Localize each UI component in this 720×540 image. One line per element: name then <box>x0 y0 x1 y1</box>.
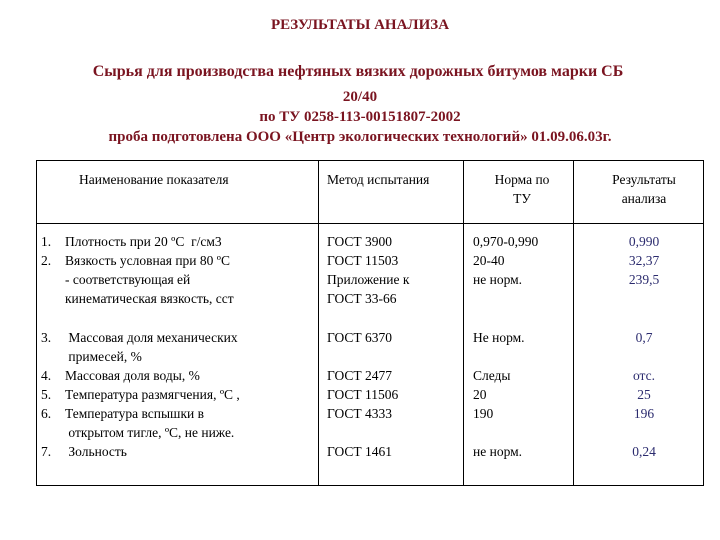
column-header-name: Наименование показателя <box>79 172 229 187</box>
norm-value: 20-40 <box>473 253 505 268</box>
item-number: 7. <box>41 444 52 459</box>
page-title: РЕЗУЛЬТАТЫ АНАЛИЗА <box>270 17 450 33</box>
item-text: Температура размягчения, ºС , <box>65 387 240 402</box>
test-method: ГОСТ 11503 <box>327 253 399 268</box>
subtitle-line: Сырья для производства нефтяных вязких дорожных битумов марки СБ <box>92 63 624 80</box>
column-divider <box>573 161 574 485</box>
indicator-name <box>41 232 222 251</box>
subtitle-line: 20/40 <box>342 89 378 105</box>
test-method: Приложение к <box>327 272 410 287</box>
item-number: 1. <box>41 234 52 249</box>
item-text: Температура вспышки в <box>65 406 204 421</box>
item-number: 5. <box>41 387 52 402</box>
indicator-name <box>41 385 240 404</box>
indicator-name <box>41 270 190 289</box>
result-value: 0,990 <box>628 234 660 249</box>
result-value: 0,7 <box>635 330 653 345</box>
norm-value: Следы <box>473 368 511 383</box>
result-value: 0,24 <box>632 444 656 459</box>
item-text: Вязкость условная при 80 ºС <box>65 253 230 268</box>
item-text: кинематическая вязкость, сст <box>65 291 234 306</box>
item-number: 3. <box>41 330 52 345</box>
results-table <box>36 160 704 486</box>
result-value: 196 <box>633 406 655 421</box>
norm-value: не норм. <box>473 444 523 459</box>
indicator-name <box>41 328 238 347</box>
item-text: Массовая доля воды, % <box>65 368 200 383</box>
test-method: ГОСТ 1461 <box>327 444 393 459</box>
item-text: примесей, % <box>65 349 142 364</box>
column-divider <box>463 161 464 485</box>
result-value: 32,37 <box>628 253 660 268</box>
indicator-name <box>41 404 204 423</box>
column-header-norm: Норма по ТУ <box>494 172 550 206</box>
item-number: 6. <box>41 406 52 421</box>
column-header-method: Метод испытания <box>327 172 430 187</box>
result-value: 25 <box>637 387 651 402</box>
item-text: открытом тигле, ºС, не ниже. <box>65 425 235 440</box>
column-header-results: Результаты анализа <box>612 172 676 206</box>
norm-value: Не норм. <box>473 330 525 345</box>
norm-value: не норм. <box>473 272 523 287</box>
indicator-name <box>41 347 142 366</box>
test-method: ГОСТ 3900 <box>327 234 393 249</box>
result-value: 239,5 <box>628 272 660 287</box>
item-number: 4. <box>41 368 52 383</box>
norm-value: 190 <box>473 406 494 421</box>
result-value: отс. <box>632 368 655 383</box>
item-text: Зольность <box>65 444 127 459</box>
column-divider <box>318 161 319 485</box>
indicator-name <box>41 251 230 270</box>
header-divider <box>37 223 703 224</box>
indicator-name <box>41 423 234 442</box>
norm-value: 20 <box>473 387 487 402</box>
norm-value: 0,970-0,990 <box>473 234 539 249</box>
subtitle-line: по ТУ 0258-113-00151807-2002 <box>259 109 461 125</box>
item-text: Плотность при 20 ºС г/см3 <box>65 234 222 249</box>
test-method: ГОСТ 33-66 <box>327 291 397 306</box>
test-method: ГОСТ 4333 <box>327 406 393 421</box>
item-number: 2. <box>41 253 52 268</box>
indicator-name <box>41 366 200 385</box>
test-method: ГОСТ 2477 <box>327 368 393 383</box>
item-text: - соответствующая ей <box>65 272 191 287</box>
indicator-name <box>41 289 234 308</box>
indicator-name <box>41 442 127 461</box>
subtitle-line: проба подготовлена ООО «Центр экологических технологий» 01.09.06.03г. <box>108 129 612 145</box>
item-text: Массовая доля механических <box>65 330 238 345</box>
test-method: ГОСТ 11506 <box>327 387 399 402</box>
test-method: ГОСТ 6370 <box>327 330 393 345</box>
